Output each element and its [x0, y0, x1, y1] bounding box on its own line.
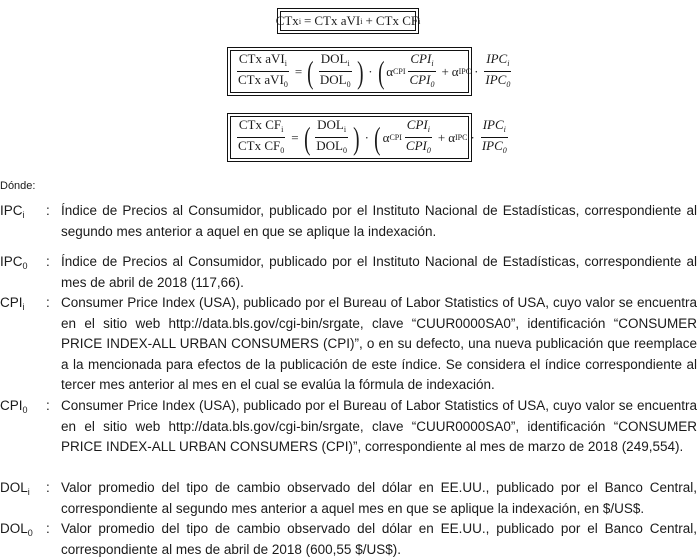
eq3-lhs-num: CTx CF: [238, 117, 282, 132]
eq1-equals: =: [304, 13, 312, 28]
eq3-alpha-cpi: α: [382, 129, 390, 145]
eq3-dol-num: DOL: [317, 117, 344, 132]
equation-ctx-total: [277, 8, 419, 34]
eq2-lhs-den: CTx aVI: [238, 72, 284, 87]
eq1-plus: +: [365, 13, 373, 28]
eq2-cpi-num-sub: i: [431, 59, 434, 68]
eq3-ipc-fraction: [480, 117, 509, 158]
eq3-alpha-ipc-sub: IPC: [455, 133, 468, 142]
eq3-dol-num-sub: i: [343, 125, 347, 134]
definition-term: [0, 252, 44, 277]
term-name: DOL: [0, 521, 28, 536]
eq2-dol-den-sub: 0: [346, 80, 351, 89]
eq1-term1-sub: i: [360, 16, 363, 26]
definition-term: [0, 293, 44, 318]
definition-text: Consumer Price Index (USA), publicado por el Bureau of Labor Statistics of USA, cuyo valor se encuentra en el sitio web http://data.bls.gov/cgi-bin/srgate, clave “CUUR0000SA0”, identificación “CONSUMER PRICE INDEX-ALL URBAN CONSUMERS (CPI)”, correspondiente al mes de marzo de 2018 (249,554).: [61, 398, 697, 455]
eq2-dol-den: DOL: [319, 72, 347, 87]
eq3-lhs-den: CTx CF: [238, 138, 281, 153]
eq2-alpha-ipc-sub: IPC: [458, 67, 472, 76]
definition-text: Índice de Precios al Consumidor, publicado por el Instituto Nacional de Estadísticas, correspondiente al segundo mes anterior a aquel en que se aplique la indexación.: [61, 203, 697, 239]
eq3-lhs-num-sub: i: [281, 125, 284, 134]
eq3-ipc-num-sub: i: [503, 125, 506, 134]
eq2-ipc-fraction: [483, 51, 512, 92]
equation-ctx-cf: $\frac{CTx CF_i}{CTx CF_0}$ = ( $\frac{DOL_i}{DOL_0}$ ) · ( α CPI $\frac{CPI_i}{CPI_0}$ + α IPC · $\frac{IPC_i}{IPC_0}$: [227, 113, 472, 162]
eq2-lhs-den-sub: 0: [283, 80, 288, 89]
eq2-ipc-num: IPC: [486, 51, 508, 66]
term-name: CPI: [0, 398, 23, 413]
donde-label: Dónde:: [0, 180, 36, 192]
term-name: IPC: [0, 203, 23, 218]
definition-colon: :: [46, 295, 50, 310]
term-name: CPI: [0, 295, 23, 310]
eq3-cpi-num: CPI: [406, 117, 428, 132]
definition-text: Valor promedio del tipo de cambio observado del dólar en EE.UU., publicado por el Banco Central, correspondiente al segundo mes anterior a aquel mes en que se aplique la indexación, en $/US$.: [61, 480, 697, 516]
equation-ctx-avi: $\frac{CTx aVI_i}{CTx aVI_0}$ = ( $\frac{DOL_i}{DOL_0}$ ) · ( α CPI $\frac{CPI_i}{CPI_0}$ + α IPC · $\frac{IPC_i}{IPC_0}$: [227, 47, 472, 96]
eq2-lhs-fraction: [236, 51, 290, 92]
eq1-lhs: CTx: [275, 13, 299, 28]
definition-text: Consumer Price Index (USA), publicado por el Bureau of Labor Statistics of USA, cuyo valor se encuentra en el sitio web http://data.bls.gov/cgi-bin/srgate, clave “CUUR0000SA0”, identificación “CONSUMER PRICE INDEX-ALL URBAN CONSUMERS (CPI)”, o en su defecto, una nueva publicación que reemplace a la mencionada para efectos de la publicación de este índice. Se considera el índice correspondiente al tercer mes anterior al mes en el cual se evalúa la fórmula de indexación.: [61, 295, 697, 393]
term-sub: 0: [22, 405, 28, 415]
definition-text: Valor promedio del tipo de cambio observado del dólar en EE.UU., publicado por el Banco Central, correspondiente al mes de abril de 2018 (600,55 $/US$).: [61, 521, 697, 557]
eq3-ipc-den-sub: 0: [502, 146, 507, 155]
eq3-lhs-fraction: [236, 117, 286, 158]
term-sub: i: [22, 302, 25, 312]
eq1-term1: CTx aVI: [314, 13, 361, 28]
definition-text: Índice de Precios al Consumidor, publicado por el Instituto Nacional de Estadísticas, correspondiente al mes de abril de 2018 (117,66).: [61, 254, 697, 290]
eq3-cpi-den-sub: 0: [426, 146, 431, 155]
eq1-lhs-sub: i: [298, 16, 302, 26]
eq3-cpi-num-sub: i: [427, 125, 430, 134]
eq3-lhs-den-sub: 0: [280, 146, 285, 155]
eq2-cpi-fraction: [408, 51, 437, 92]
eq3-ipc-den: IPC: [481, 138, 503, 153]
eq2-dol-num-sub: i: [347, 59, 350, 68]
definition-colon: :: [46, 521, 50, 536]
eq3-cpi-den: CPI: [405, 138, 427, 153]
definition-item: [0, 252, 700, 293]
definition-term: [0, 396, 44, 421]
eq2-alpha-cpi: α: [386, 63, 394, 79]
eq2-lhs-num: CTx aVI: [238, 51, 285, 66]
eq2-alpha-cpi-sub: CPI: [393, 67, 406, 76]
eq2-dol-num: DOL: [320, 51, 348, 66]
definition-colon: :: [46, 203, 50, 218]
definition-colon: :: [46, 398, 50, 413]
eq3-dol-den: DOL: [316, 138, 343, 153]
definition-term: [0, 519, 44, 544]
term-sub: i: [22, 210, 25, 220]
eq3-ipc-num: IPC: [482, 117, 504, 132]
definition-colon: :: [46, 254, 50, 269]
eq2-dol-fraction: [318, 51, 353, 92]
definition-term: [0, 201, 44, 226]
definition-item: [0, 478, 700, 519]
eq2-ipc-num-sub: i: [507, 59, 510, 68]
eq2-ipc-den: IPC: [485, 72, 507, 87]
definition-item: [0, 519, 700, 560]
eq3-alpha-cpi-sub: CPI: [389, 133, 402, 142]
term-sub: 0: [22, 261, 28, 271]
eq3-cpi-fraction: [404, 117, 433, 158]
eq2-cpi-num: CPI: [410, 51, 432, 66]
eq2-lhs-num-sub: i: [284, 59, 287, 68]
term-sub: i: [27, 487, 30, 497]
definition-term: [0, 478, 44, 503]
term-name: DOL: [0, 480, 28, 495]
term-sub: 0: [27, 528, 33, 538]
definition-item: [0, 396, 700, 478]
eq1-term2: CTx CF: [375, 13, 419, 28]
eq3-dol-fraction: [314, 117, 349, 158]
eq2-cpi-den: CPI: [409, 72, 431, 87]
eq1-term2-sub: i: [418, 16, 421, 26]
eq3-dol-den-sub: 0: [342, 146, 347, 155]
definition-colon: :: [46, 480, 50, 495]
eq2-alpha-ipc: α: [451, 63, 459, 79]
eq2-cpi-den-sub: 0: [430, 80, 435, 89]
definition-item: [0, 293, 700, 396]
eq3-alpha-ipc: α: [448, 129, 456, 145]
eq2-ipc-den-sub: 0: [506, 80, 511, 89]
term-name: IPC: [0, 254, 23, 269]
definition-item: [0, 201, 700, 242]
